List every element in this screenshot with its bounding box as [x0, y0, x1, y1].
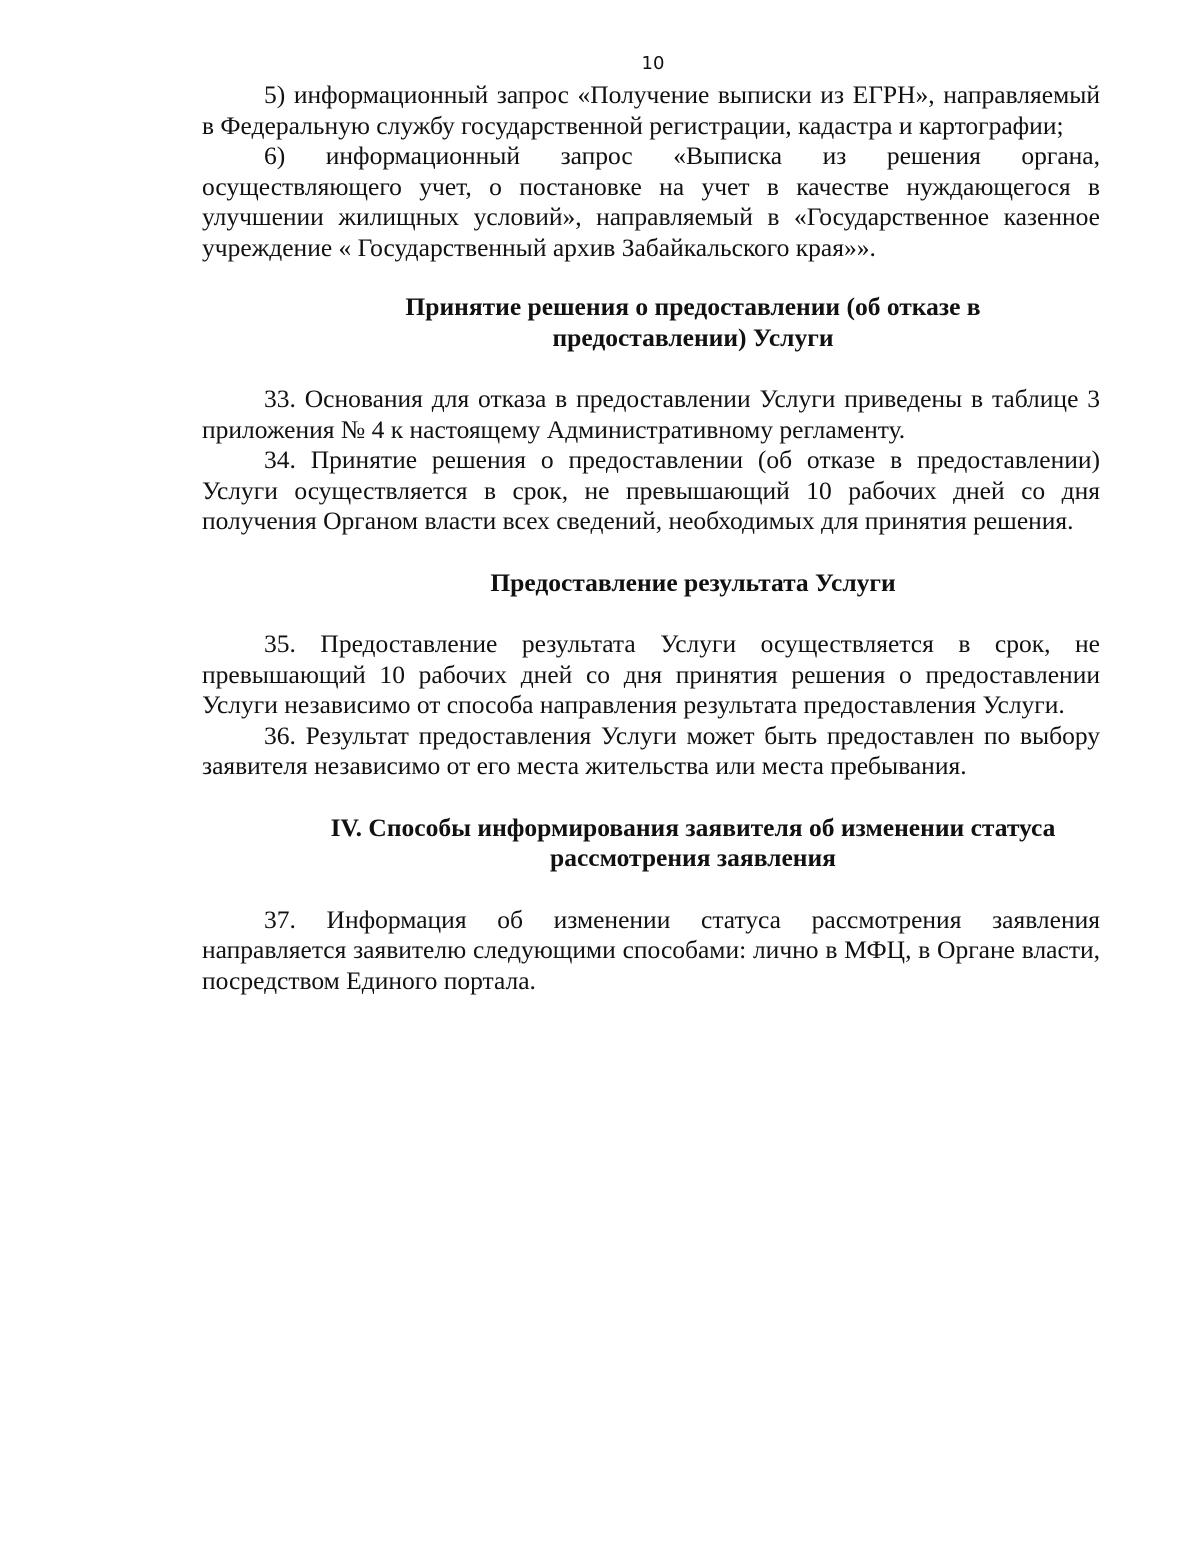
heading-section-iv-line-2: рассмотрения заявления: [550, 843, 836, 872]
heading-result: [244, 568, 1142, 599]
heading-result-line: Предоставление результата Услуги: [490, 567, 896, 597]
list-item-5: 5) информационный запрос «Получение выписки из ЕГРН», направляемый в Федеральную службу государственной регистрации, кадастра и картографии;: [202, 80, 1100, 140]
paragraph-34: 34. Принятие решения о предоставлении (об отказе в предоставлении) Услуги осуществляется в срок, не превышающий 10 рабочих дней со дня получения Органом власти всех сведений, необходимых для принятия решения.: [202, 445, 1100, 535]
heading-section-iv-line-1: IV. Способы информирования заявителя об изменении статуса: [330, 812, 1056, 842]
document-body: [202, 80, 1100, 996]
paragraph-33: 33. Основания для отказа в предоставлении Услуги приведены в таблице 3 приложения № 4 к настоящему Административному регламенту.: [202, 384, 1100, 444]
paragraph-36: 36. Результат предоставления Услуги может быть предоставлен по выбору заявителя независимо от его места жительства или места пребывания.: [202, 720, 1100, 780]
heading-decision-line-2: предоставлении) Услуги: [552, 322, 834, 352]
paragraph-35: 35. Предоставление результата Услуги осуществляется в срок, не превышающий 10 рабочих дней со дня принятия решения о предоставлении Услуги независимо от способа направления результата предоставления Услуги.: [202, 629, 1100, 719]
heading-decision: [244, 292, 1142, 353]
heading-decision-line-1: Принятие решения о предоставлении (об отказе в: [405, 292, 981, 321]
paragraph-37: 37. Информация об изменении статуса рассмотрения заявления направляется заявителю следующими способами: лично в МФЦ, в Органе власти, посредством Единого портала.: [202, 904, 1100, 995]
list-item-6: 6) информационный запрос «Выписка из решения органа, осуществляющего учет, о постановке на учет в качестве нуждающегося в улучшении жилищных условий», направляемый в «Государственное казенное учреждение « Государственный архив Забайкальского края»».: [202, 141, 1100, 262]
page-number: 10: [641, 53, 665, 74]
heading-section-iv: [244, 813, 1142, 874]
